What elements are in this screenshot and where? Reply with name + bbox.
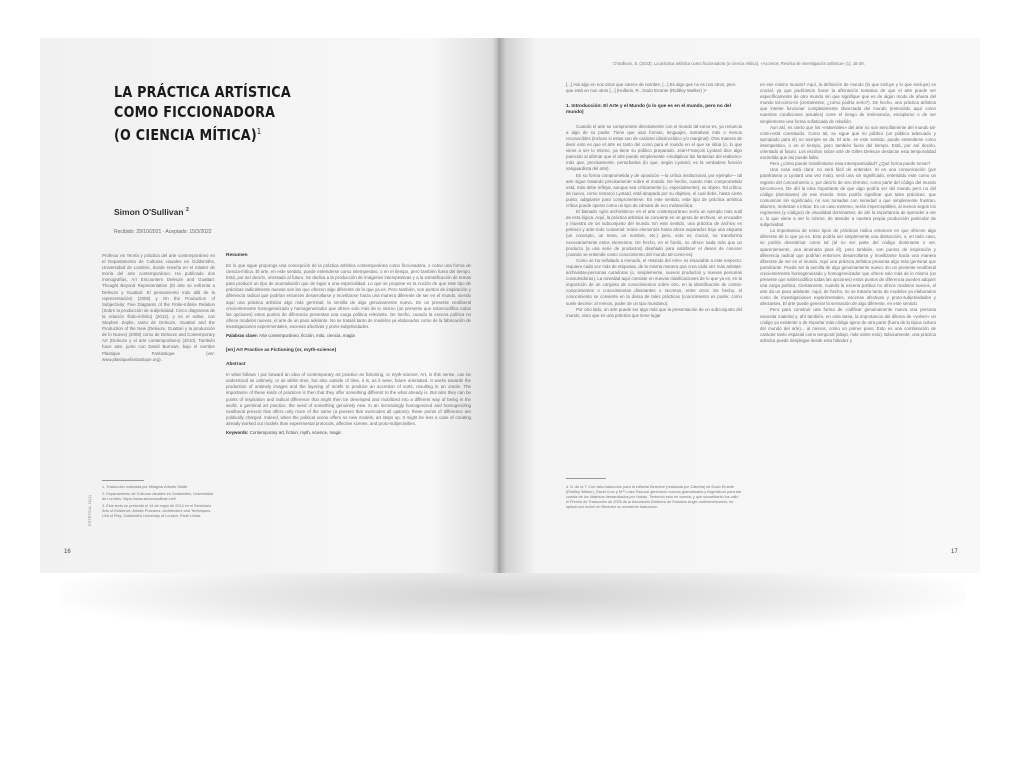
right-footnotes: [566, 485, 742, 512]
vertical-journal-label: ESTÉTICA, 11(1): [87, 495, 92, 526]
abstract-heading: Abstract: [226, 362, 246, 368]
footnote-4: 4. N. de la T. Con esta traducción para la editorial Berenice (realizada por Cátedra) de Dodo Errante (Riddley Walker), David Cruz y M.ª Luisa Pascual generaron nuevos gramaticales y lingüísticos para dar cuenta de los dialectos desarrollados por Hoban. Teniendo esto en cuenta, y que suvuelbanto los valió el Premio de Traducción de 2005 de la Asociación Británica de Estudios Anglo-norteamericanos, he optado por incluir en Berenice su excelente traducción.: [566, 485, 742, 509]
article-title: [114, 82, 303, 145]
paragraph: Por otro lado, un arte puede ser algo más que la presentación de un subconjunto del mundo, visto que es una práctica que tiene lugar: [566, 306, 742, 318]
text-column-1: [566, 82, 742, 319]
title-line-2: COMO FICCIONADORA: [114, 103, 276, 121]
paragraph: en ese mismo mundo? Aquí, la definición de mundo (lo que incluye y lo que excluye) es crucial, ya que podríamos hacer la afirmación tentativa de que el arte puede ser específicamente de otro mundo sin que signifique que es de algún modo de afuera del mundo tal-como-es (ciertamente, ¿cómo podría serlo?). De hecho, una práctica artística que intente funcionar completamente divorciada del mundo (entendido aquí como nuestras condiciones actuales) corre el riesgo de irrelevancia, escapismo o de ser simplemente una forma sofisticada de rebelión.: [760, 82, 936, 124]
left-page: [40, 38, 498, 573]
abstract-text: In what follows I put forward an idea of contemporary art practice as fictioning, or myth-science. Art, in this sense, can be understood as untimely, or as within time, but also outside of time, it is, as it were, future orientated. It works towards the production of untimely images and the layering of motifs to produce an accretion of sorts, resulting in an oracle. The importance of these kinds of practices is then that they offer something different to the what already is. But also they can be points of inspiration and radical difference that might then be developed and mobilized into a different way of being in the world, a germinal art practice, the seed of something genuinely new. In an increasingly homogenized and homogenizing neoliberal present that offers only more of the same (a present that overcodes all options), these points of difference are politically charged. Indeed, when the political scene offers no new models, art steps up. It might be less a case of creating already worked out models than experimental protocols, affective scenes, and proto-subjectivities.: [226, 372, 471, 426]
footnote-2: 2. Departamento de Culturas visuales en Goldsmiths, Universidad de Londres. https://www.simonosullivan.net/: [102, 492, 214, 501]
keywords-label: Keywords:: [226, 429, 249, 435]
page-number-right: 17: [951, 549, 958, 555]
received-dates: Recibido: 29/10/2021 · Aceptado: 15/3/2022: [114, 229, 212, 235]
left-footnotes: [102, 485, 218, 521]
paragraph: Una cosa está clara: no será fácil de entender. Si es una comunicación (por parafrasear a Lyotard una vez más), será una sin significado, entendido este como un registro del conocimiento o, por decirlo de otro término, como parte del código del mundo tal-como-es. De ahí la idea importante de que algo podría ser del mundo pero no del código (dominante) de ese mundo. Esto podría significar que tales prácticas, que comunican sin significado, no son tomadas con seriedad o que simplemente frustran, aburren, molestan o irritan. En un caso extremo, serán imperceptibles, al menos según los regímenes (y códigos) de visualidad dominantes; de ahí la importancia de aprender a ver o, lo que viene a ser lo mismo, de atender a nuestra propia producción particular de subjetividad.: [760, 167, 936, 228]
abstract-block: [226, 253, 471, 445]
english-title: [226, 348, 471, 353]
keywords-text: Contemporary art, fiction, myth, science, magic: [249, 429, 342, 435]
paragraph: El llamado «giro archivístico» en el arte contemporáneo sería un ejemplo más sutil de esta lógica. Aquí, la práctica artística se convierte en un gesto de archivar, un encuadre y muestra de un subconjunto del mundo. En este sentido, una práctica de archivo es primero y ante todo curatorial: reúne elementos hasta ahora separados bajo una etiqueta (un concepto, un tema, un nombre, etc.) pero, esto es crucial, no transforma necesariamente estos elementos. De hecho, en el fondo, no ofrece nada más que un producto (a una serie de productos) diseñado para satisfacer el deseo de conocer (cuando se entiende como conocimiento del mundo tal-como-es).: [566, 209, 742, 257]
running-header: O'Sullivan, S. (2022). La práctica artística como ficcionadora (o ciencia mítica). «Accesos. Revista de investigación artística» (1), 16-29.: [613, 61, 865, 66]
footnote-divider: [566, 478, 606, 479]
palabras-clave-text: Arte contemporáneo, ficción, mito, ciencia, magia: [258, 333, 355, 339]
paragraph: En su forma comprometida y de oposición —la crítica institucional, por ejemplo— tal arte sigue tratando precisamente sobre el mundo. De hecho, cuanto más comprometido está, más debe reflejar, aunque sea críticamente (o, especialmente), su objeto. Tal crítica, de nuevo, como remarcó Lyotard, está atrapada por su objetivo, el cual debe, hasta cierto punto, adaptarse para comprometerse. En este sentido, este tipo de práctica artística crítica puede operar como un tipo de cámara de eco melancólica.: [566, 172, 742, 208]
right-page: [498, 38, 980, 573]
footnote-divider: [102, 480, 144, 481]
paragraph: La importancia de estos tipos de prácticas radica entonces en que ofrecen algo diferente de lo que ya es. Esto podría ser simplemente una distracción, o, en todo caso, se podría desestimar como tal (al no ser parte del código dominante o ser, aparentemente, una amenaza para él), pero también, son puntos de inspiración y diferencia radical que podrían entonces desarrollarse y movilizarse hacia una manera diferente de ser en el mundo. Aquí una práctica artística presenta algo más germinal que paralizante. Puede ser la semilla de algo genuinamente nuevo. En un presente neoliberal crecientemente homogeneizado y homogeneizador que ofrece solo más de lo mismo (un presente que sobrecodifica todas las opciones) estos puntos de diferencia pueden adquirir una carga política. Ciertamente, cuando la escena política no ofrece modelos nuevos, el arte da un paso adelante. Aquí, de hecho, no se trataría tanto de modelos ya elaborados como de investigaciones experimentales, escenas afectivas y proto-subjetividades y afectantes. El arte puede generar la sensación de algo diferente, en este sentido.: [760, 228, 936, 307]
resumen-text: En lo que sigue propongo una concepción de la práctica artística contemporánea como ficcionadora, o como una forma de ciencia-mítica. El arte, en este sentido, puede entenderse como intempestivo, o en el tiempo, pero también fuera del tiempo. Está, por así decirlo, orientado al futuro. Se dedica a la producción de imágenes intempestivas y a la estratificación de temas para producir un tipo de acumulación que de lugar a una especialidad. Lo que se propone es la noción de que este tipo de prácticas radicalmente nuevas son las que ofrecen algo diferente de lo que ya es. Pero también, son puntos de inspiración y diferencia radical que podrían entonces desarrollarse y movilizarse hacia una manera diferente de ser en el mundo, siendo aquí una práctica artística algo más germinal, la semilla de algo genuinamente nuevo. En un presente neoliberal crecientemente homogeneizado y homogeneizador que ofrece solo más de lo mismo (un presente que sobrecodifica todas las opciones) estos puntos de diferencia presentan una carga política relevante. De hecho, cuando la escena política no ofrece modelos nuevos, el arte de un paso adelante. No se tratará tanto de modelos ya elaborados como de la fabricación de investigaciones experimentales, escenas afectivas y proto-subjetividades.: [226, 263, 471, 329]
title-line-1: LA PRÁCTICA ARTÍSTICA: [114, 83, 291, 101]
paragraph: Pero ¿cómo puede manifestarse esta intempestividad? ¿Qué forma puede tomar?: [770, 161, 931, 167]
keywords: [226, 430, 471, 436]
page-number-left: 16: [64, 549, 71, 555]
paragraph: Aun así, es cierto que los «materiales» del arte no son sencillamente del mundo tal-como-está constituido. Como tal, se sigue que su público (un público adecuado y apropiado para él) no siempre se da. El arte, en este sentido, puede entenderse como intempestivo, o en el tiempo, pero también fuera del tiempo. Está, por así decirlo, orientado al futuro. Los escritos sobre arte de Gilles Deleuze destacan esta temporalidad escindida que así puede fallar.: [760, 124, 936, 161]
author-name-text: Simon O'Sullivan: [114, 207, 184, 217]
english-title-text: Art Practice as Fictioning (or, myth-science): [235, 348, 337, 354]
palabras-clave-label: Palabras clave:: [226, 333, 258, 339]
epigraph-quote: [...] Hai algo en nos otros que carece de nombre. [...] Es algo que no es nos otros, pero que está en nos otros [...] (Holbein, R., Dodo Errante (Riddley Walker) )⁴: [566, 82, 736, 94]
paragraph: Como se ha señalado a menudo, el «Mundo del Arte» es insaciable a este respecto: requiere cada vez más de etiquetas, de la misma manera que crea cada vez más artistas-archivistas-personas curadoras (o, simplemente, nuevos productos y nuevas personas consumidoras). La novedad aquí consiste en nuevas clasificaciones de lo que ya es, en la imposición de un conjunto de conocimientos sobre otro, en la identificación de contra-conocimientos o conocimientos disonantes o secretos, entre otros. De hecho, el conocimiento se convierte en la divisa de tales prácticas (conocimiento es poder, como suele decirse: al menos, poder de un tipo mundano).: [566, 257, 742, 306]
title-footnote-marker: 1: [256, 127, 262, 136]
title-line-3: (O CIENCIA MÍTICA): [114, 126, 257, 145]
open-book: [40, 38, 980, 573]
footnote-1: 1. Traducción realizada por Milagros Arbués Vitalle: [102, 485, 188, 489]
footnote-3: 3. Este texto se presentó el 14 de mayo de 2014 en el Seminario Arts of Existence: Artistic Practices, Architecture and Techniques. Unit of Play, Goldsmiths University of London. Parte Unida.: [102, 504, 212, 518]
author-footnote-marker: 2: [185, 207, 189, 214]
author-bio: Profesor en Teoría y práctica del arte contemporáneo en el Departamento de Culturas visuales en Goldsmiths, Universidad de Londres, donde enseña en el máster de teoría del arte contemporáneo. Ha publicado dos monografías, Art Encounters Deleuze and Guattari: Thought Beyond Representation (El arte se enfrenta a Deleuze y Guattari: El pensamiento más allá de la representación) (2005) y On the Production of Subjectivity: Five Diagrams of the Finite-Infinite Relation (Sobre la producción de subjetividad: Cinco diagramas de la relación finito-infinito) (2012), y es el editor, con Stephen Zepke, tanto de Deleuze, Guattari and the Production of the New (Deleuze, Guattari y la producción de lo Nuevo) (2008) como de Deleuze and Contemporary Art (Deleuze y el arte contemporáneo) (2010). También hace arte, junto con David Burrows, bajo el nombre Plastique Fantastique (ver: www.plastiquefantastique.org).: [102, 253, 215, 362]
paragraph: Pero para construir una forma de codificar genuinamente nueva una persona necesita material y, ahí también, en esta tarea, la importancia del dilema de «volver» un código ya existente o de importar más código ajeno de otra parte (fuera de la típica cultura del mundo del arte)... al menos, como un primer paso. Esto es una combinación de carácter tanto espacial como temporal (abajo, más sobre esto). Básicamente, una práctica artística puede desplegar desde esta hibridez y: [760, 307, 936, 343]
paragraph: Cuando el arte se compromete directamente con el mundo tal-como-es, ya renuncia a algo de su poder. Tiene que usar formas, lenguajes, narrativas más o menos reconocibles (incluso si estas son de carácter idiosincrático y/o marginal). Otra manera de decir esto es que el arte es tanto del como para el mundo en el que se sitúa (o, lo que viene a ser lo mismo, ya tiene su público preparado. Jean-François Lyotard dice algo parecido al afirmar que el arte puede simplemente «multiplicar las fantasías del realismo» más que, precisamente, perturbarlas (lo que, según Lyotard, es la verdadera función vanguardista del arte).: [566, 123, 742, 172]
resumen-heading: Resumen: [226, 253, 248, 258]
book-gutter: [492, 38, 506, 573]
english-tag: [en]: [226, 348, 235, 354]
section-heading: 1. Introducción: El Arte y el Mundo (o lo que es en el mundo, pero no del mundo): [566, 104, 732, 116]
palabras-clave: [226, 333, 471, 339]
text-column-2: [760, 82, 936, 344]
author-name: [114, 207, 189, 217]
